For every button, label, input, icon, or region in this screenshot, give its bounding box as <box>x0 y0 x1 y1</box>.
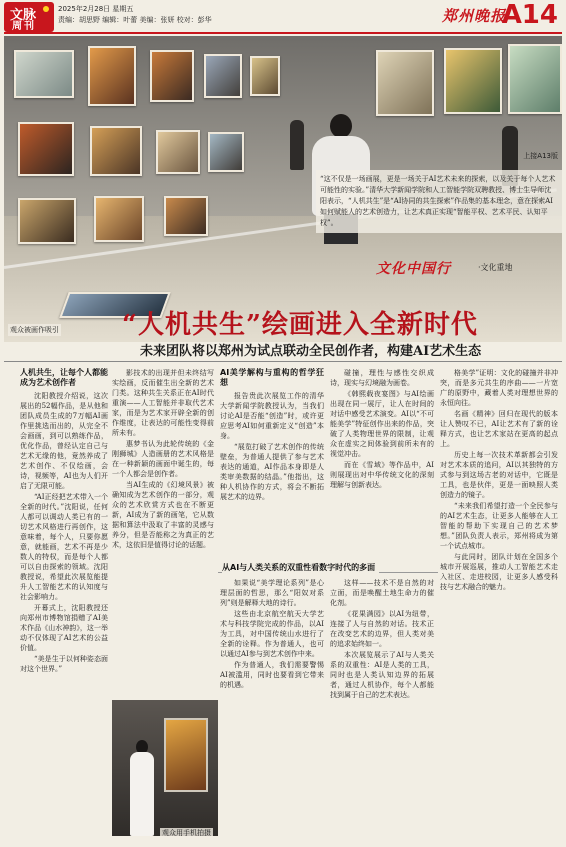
editor-credits: 责编：胡思野 编辑：叶蕾 美编：张妍 校对：彭华 <box>58 16 212 24</box>
artwork-frame <box>88 46 136 106</box>
paragraph: “展览打破了艺术创作的传统壁垒，为普通人提供了参与艺术表达的通道，AI作品本身即是人类审美数据的结晶。”他指出，这种人机协作的方式，将会不断拓展艺术的边界。 <box>220 443 324 501</box>
article-column-5 <box>440 368 558 838</box>
masthead-rule <box>4 32 562 34</box>
paragraph: 报告贵此次展览工作的清华大学新闻学院教授认为，当我们讨论AI是否能“创造”时，或许更应思考AI如何重新定义“创造”本身。 <box>220 392 324 440</box>
paragraph: 这样——技术不是自然的对立面，而是唤醒土地生命力的催化剂。 <box>330 579 434 607</box>
headline-rule <box>4 361 562 362</box>
section-heading: 从AI与人类关系的双重性看数字时代的多面 <box>222 562 379 573</box>
paragraph: “AI正经把艺术带入一个全新的时代。”沈阳说，任何人都可以调动人类已有的一切艺术风格进行再创作，这意味着，每个人，只要你愿意，就能画，艺术不再是少数人的特权，而是每个人都可以自由探索的领域。沈阳教授说，希望此次展览能提升人工智能艺术的认知度与社会影响力。 <box>20 493 108 601</box>
section-heading: 人机共生，让每个人都能成为艺术创作者 <box>20 368 108 387</box>
artwork-frame <box>508 44 562 114</box>
page-number: A14 <box>501 0 558 30</box>
paragraph: 《花果满园》以AI为纽带，连接了人与自然的对话。技术正在改变艺术的边界，但人类对美的追求始终如一。 <box>330 610 434 648</box>
paragraph: 历史上每一次技术革新都会引发对艺术本质的追问，AI以其独特的方式参与到这场古老的对话中，它既是工具，也是伙伴，更是一面映照人类创造力的镜子。 <box>440 451 558 499</box>
section-logo <box>4 2 54 32</box>
paragraph: 当AI生成的《幻境风景》被确知成为艺术创作的一部分，观众的艺术欣赏方式也在不断更新，AI成为了新的画笔，它从数据和算法中汲取了丰富的灵感与养分，但是否能称之为真正的艺术，这依旧是值得讨论的话题。 <box>112 481 214 549</box>
paragraph: “美是生于以何种姿态面对这个世界。” <box>20 655 108 673</box>
sub-headline: 未来团队将以郑州为试点联动全民创作者，构建AI艺术生态 <box>140 344 482 359</box>
visitor-figure <box>290 120 304 170</box>
article-column-3 <box>220 368 324 566</box>
paragraph: 作为普通人，我们需要警惕AI被滥用，同时也要看到它带来的机遇。 <box>220 661 324 689</box>
artwork-frame <box>14 50 74 98</box>
logo-dot-icon <box>43 6 49 12</box>
artwork-frame <box>250 56 280 96</box>
inset-photo-caption: 观众用手机拍摄 <box>162 829 211 837</box>
masthead <box>0 0 566 34</box>
artwork-frame <box>208 132 244 172</box>
paragraph: 如果说“美学理论系列”是心理层面的哲思，那么“阳奴对系列”则是解释大地的诗行。 <box>220 579 324 607</box>
artwork-frame <box>444 48 502 114</box>
paragraph: 本次展览展示了AI与人类关系的双重性：AI是人类的工具，同时也是人类认知边界的拓展者，通过人机协作，每个人都能找到属于自己的艺术表达。 <box>330 651 434 699</box>
paragraph: 与此同时，团队计划在全国多个城市开展巡展，推动人工智能艺术走入社区、走进校园，让更多人感受科技与艺术融合的魅力。 <box>440 553 558 591</box>
paragraph: 名画《精神》回归在现代的版本让人赞叹不已，AI让艺术有了新的诠释方式，也让艺术家站在更高的起点上。 <box>440 410 558 448</box>
paragraph: 影技术的出现并但未终结写实绘画，反而催生出全新的艺术门类。这种共生关系正在AI时代重演——人工智能并非取代艺术家，而是为艺术家开辟全新的创作维度，让表达的可能性变得前所未有。 <box>112 369 214 437</box>
section-heading: AI美学解构与重构的哲学狂想 <box>220 368 324 387</box>
hero-photo-caption: 观众被画作吸引 <box>10 326 59 334</box>
article-column-1 <box>20 368 108 790</box>
artwork-frame <box>94 196 144 242</box>
paragraph: 这些由北京航空航天大学艺术与科技学院完成的作品，以AI为工具，对中国传统山水进行了全新的诠释。作为普通人，也可以通过AI参与到艺术创作中来。 <box>220 610 324 658</box>
continued-from-label: 上接A13版 <box>523 152 558 160</box>
paragraph: 《韩熙载夜宴图》与AI绘画出现在同一展厅，让人在时间的对话中感受艺术演变。AI以“不可能美学”特征创作出来的作品，突破了人类物理世界的限制，让观众在虚实之间体验到前所未有的视觉冲击。 <box>330 390 434 458</box>
article-column-4 <box>330 368 434 566</box>
artwork-frame <box>18 198 76 244</box>
paragraph: 碰撞，理性与感性交织成诗，现实与幻境融为画卷。 <box>330 369 434 387</box>
visitor-head <box>330 114 352 138</box>
column-brand-sub: ·文化重地 <box>478 263 513 272</box>
visitor-coat <box>130 752 154 836</box>
paragraph: 格美学”证明：文化的碰撞并非冲突，而是多元共生的序曲——一片宽广的原野中，藏着人类对理想世界的永恒向往。 <box>440 369 558 407</box>
artwork-frame <box>156 130 200 174</box>
paragraph: 开幕式上，沈阳教授还向郑州市博物馆捐赠了AI美术作品《山水神韵》，这一举动不仅体现了AI艺术的公益价值。 <box>20 604 108 652</box>
artwork-frame <box>18 122 74 176</box>
masthead-info <box>58 4 212 26</box>
main-headline: “人机共生”绘画进入全新时代 <box>122 310 478 340</box>
logo-line1: 文脉 <box>10 8 37 23</box>
artwork-frame <box>164 196 208 236</box>
issue-date: 2025年2月28日 星期五 <box>58 5 134 13</box>
article-column-6 <box>220 578 324 838</box>
artwork-frame <box>376 50 434 116</box>
paragraph: 惠梦书认为此轮传统的《金刚狮城》人造画册的艺术风格是在一种新颖的画面中诞生的，每一个人都会是创作者。 <box>112 440 214 478</box>
column-brand: 文化中国行 <box>376 261 451 277</box>
artwork-frame <box>204 54 242 98</box>
paragraph: 沈阳教授介绍说，这次展出的52幅作品，是从他和团队成员生成的7万幅AI画作里挑选而出的，从完全不会画画，到可以熟练作品，优化作品，曾经认定自己与艺术无缘的他，竟然养成了艺术创作、不仅绘画，会诗，视频等，AI也为人们开启了无限可能。 <box>20 392 108 490</box>
inset-photo <box>112 700 218 836</box>
visitor-figure <box>128 740 156 836</box>
artwork-frame <box>164 718 208 792</box>
artwork-frame <box>90 126 142 176</box>
paper-name: 郑州晚报 <box>441 7 506 25</box>
article-column-7 <box>330 578 434 838</box>
pull-quote: “这不仅是一场画展，更是一场关于AI艺术未来的探索，以及关于每个人艺术可能性的实验。”清华大学新闻学院和人工智能学院双聘教授、博士生导师沈阳表示，“人机共生”是“AI协同的共生探索”作品集的基本理念，意在探索AI如何赋能人的艺术创造力，让艺术真正实现“智能平权、艺术平民、认知平权”。 <box>316 170 562 233</box>
artwork-frame <box>150 50 194 102</box>
paragraph: 而在《雪域》等作品中，AI则展现出对中华传统文化的深刻理解与创新表达。 <box>330 461 434 489</box>
paragraph: “未来我们希望打造一个全民参与的AI艺术生态，让更多人能够在人工智能的帮助下实现自己的艺术梦想。”团队负责人表示，郑州将成为第一个试点城市。 <box>440 502 558 550</box>
logo-line2: 周刊 <box>12 21 36 32</box>
